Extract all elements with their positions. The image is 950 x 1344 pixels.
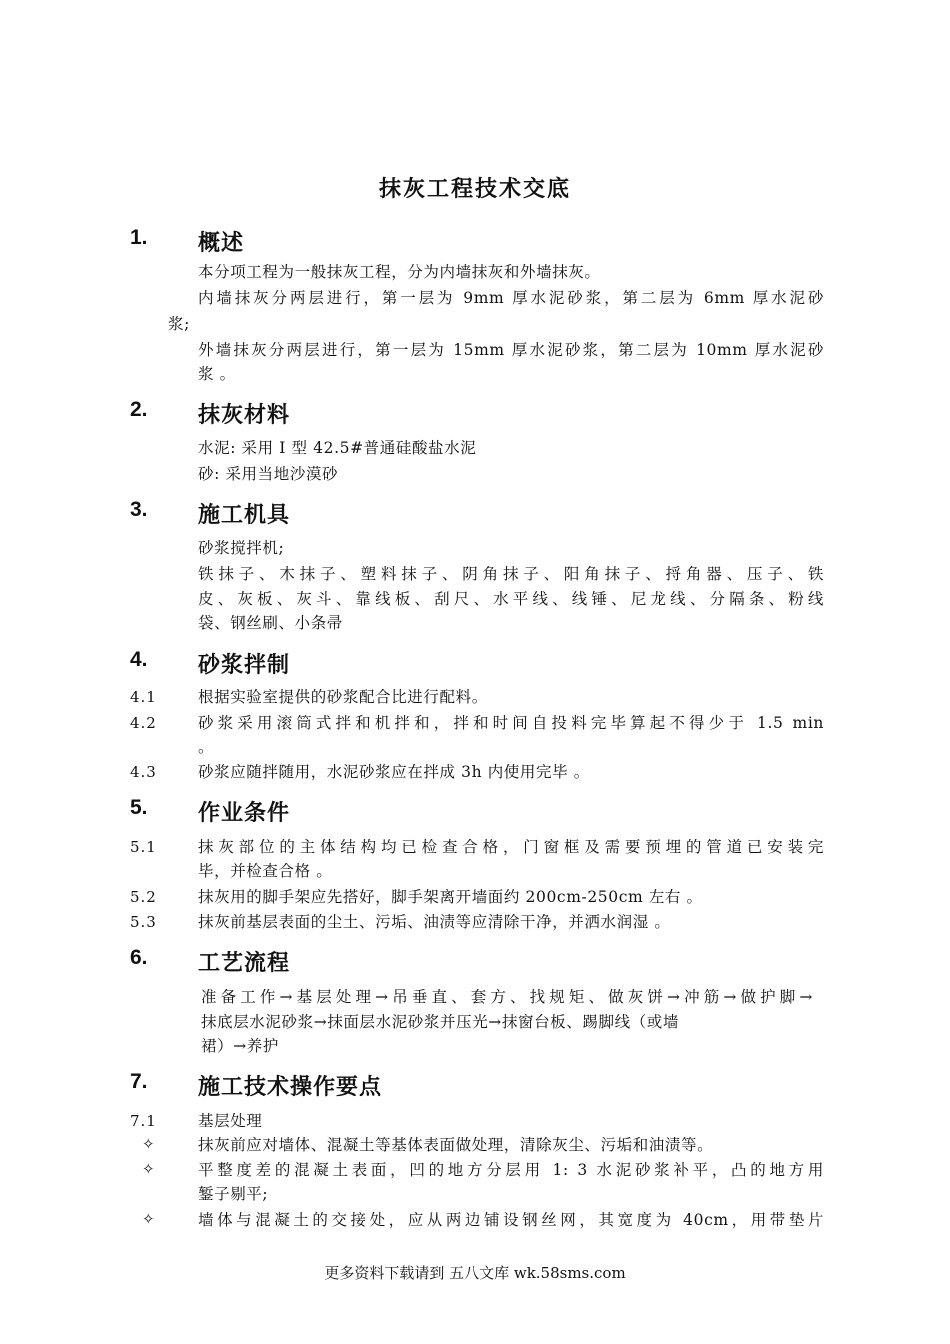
section-title: 施工技术操作要点 <box>198 1075 383 1100</box>
section-number: 5. <box>130 796 148 819</box>
item-number: 4.3 <box>130 763 157 781</box>
footer-source-note: 更多资料下载请到 五八文库 wk.58sms.com <box>324 1264 626 1282</box>
item-number: 5.1 <box>130 838 157 856</box>
process-flow-line: 裙）→养护 <box>201 1037 279 1055</box>
paragraph-line: 铁抹子、木抹子、塑料抹子、阴角抹子、阳角抹子、捋角器、压子、铁 <box>198 565 824 583</box>
paragraph-line: 抹灰部位的主体结构均已检查合格，门窗框及需要预埋的管道已安装完 <box>198 838 824 856</box>
bullet-line: 抹灰前应对墙体、混凝土等基体表面做处理，清除灰尘、污垢和油渍等。 <box>198 1136 714 1154</box>
paragraph-line: 皮、灰板、灰斗、靠线板、刮尺、水平线、线锤、尼龙线、分隔条、粉线 <box>198 590 824 608</box>
paragraph-line: 。 <box>198 738 215 756</box>
section-number: 1. <box>130 226 148 249</box>
item-number: 4.1 <box>130 688 157 706</box>
paragraph-line: 毕，并检查合格 。 <box>198 862 333 880</box>
section-title: 概述 <box>198 231 245 256</box>
paragraph-line: 砂浆应随拌随用，水泥砂浆应在拌成 3h 内使用完毕 。 <box>198 763 590 781</box>
process-flow-line: 抹底层水泥砂浆→抹面层水泥砂浆并压光→抹窗台板、踢脚线（或墙 <box>201 1013 679 1031</box>
section-title: 抹灰材料 <box>198 403 291 428</box>
diamond-bullet-icon: ✧ <box>142 1210 155 1228</box>
paragraph-line: 浆; <box>168 315 190 333</box>
paragraph-line: 袋、钢丝刷、小条帚 <box>198 614 343 632</box>
paragraph-line: 砂: 采用当地沙漠砂 <box>198 465 339 483</box>
process-flow-line: 准备工作→基层处理→吊垂直、套方、找规矩、做灰饼→冲筋→做护脚→ <box>201 988 813 1006</box>
paragraph-line: 内墙抹灰分两层进行，第一层为 9mm 厚水泥砂浆，第二层为 6mm 厚水泥砂 <box>198 289 824 307</box>
paragraph-line: 抹灰用的脚手架应先搭好，脚手架离开墙面约 200cm-250cm 左右 。 <box>198 888 703 906</box>
paragraph-line: 本分项工程为一般抹灰工程，分为内墙抹灰和外墙抹灰。 <box>198 263 601 281</box>
section-title: 砂浆拌制 <box>198 653 291 678</box>
section-number: 4. <box>130 648 148 671</box>
section-number: 2. <box>130 398 148 421</box>
section-number: 3. <box>130 498 148 521</box>
bullet-line: 墙体与混凝土的交接处，应从两边铺设钢丝网，其宽度为 40cm，用带垫片 <box>198 1211 824 1229</box>
item-number: 4.2 <box>130 714 157 732</box>
bullet-line: 平整度差的混凝土表面，凹的地方分层用 1: 3 水泥砂浆补平，凸的地方用 <box>198 1161 824 1179</box>
section-title: 作业条件 <box>198 801 291 826</box>
item-number: 5.3 <box>130 913 157 931</box>
paragraph-line: 抹灰前基层表面的尘土、污垢、油渍等应清除干净，并洒水润湿 。 <box>198 913 671 931</box>
diamond-bullet-icon: ✧ <box>142 1160 155 1178</box>
item-number: 5.2 <box>130 888 157 906</box>
section-number: 7. <box>130 1070 148 1093</box>
document-title: 抹灰工程技术交底 <box>378 177 571 202</box>
paragraph-line: 根据实验室提供的砂浆配合比进行配料。 <box>198 688 488 706</box>
paragraph-line: 外墙抹灰分两层进行，第一层为 15mm 厚水泥砂浆，第二层为 10mm 厚水泥砂 <box>198 341 824 359</box>
paragraph-line: 水泥: 采用 I 型 42.5#普通硅酸盐水泥 <box>198 439 477 457</box>
bullet-line: 錾子剔平; <box>198 1185 269 1203</box>
paragraph-line: 浆 。 <box>198 365 236 383</box>
paragraph-line: 砂浆搅拌机; <box>198 539 285 557</box>
section-title: 工艺流程 <box>198 951 291 976</box>
section-number: 6. <box>130 946 148 969</box>
section-title: 施工机具 <box>198 503 291 528</box>
item-number: 7.1 <box>130 1112 157 1130</box>
paragraph-line: 砂浆采用滚筒式拌和机拌和，拌和时间自投料完毕算起不得少于 1.5 min <box>198 714 824 732</box>
diamond-bullet-icon: ✧ <box>142 1135 155 1153</box>
subsection-label: 基层处理 <box>198 1112 263 1130</box>
